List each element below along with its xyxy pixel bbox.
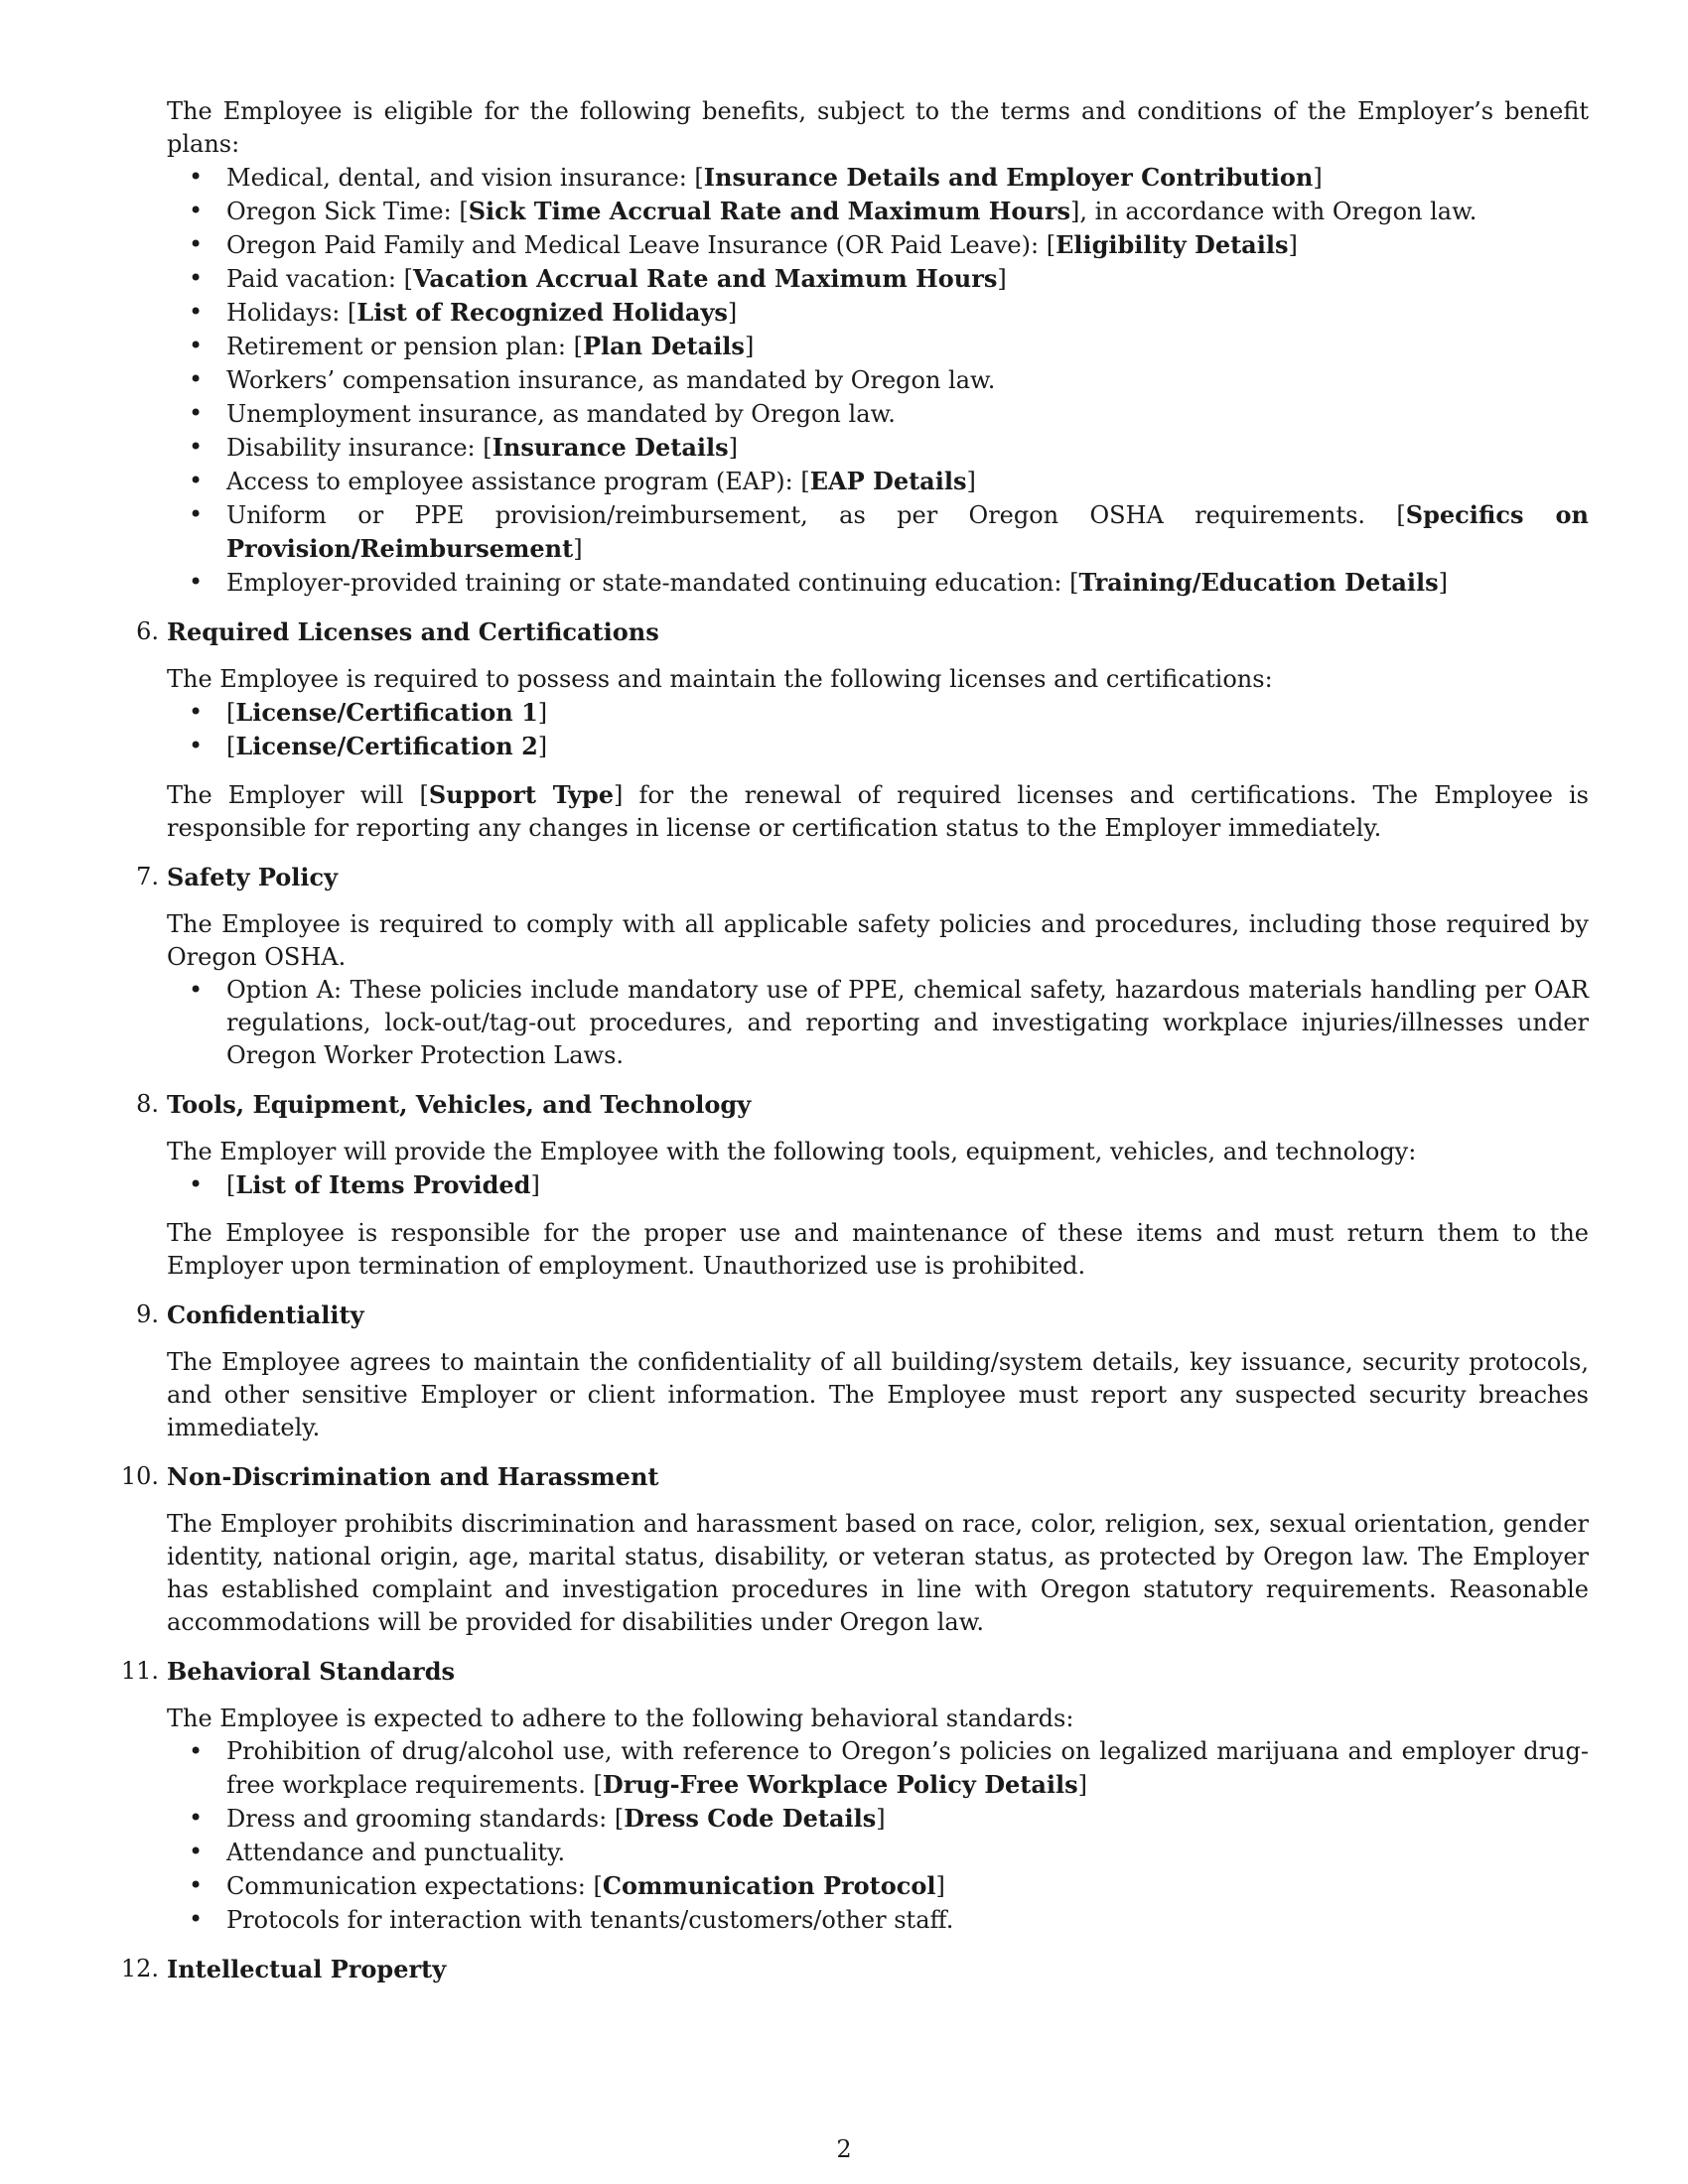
section-number: 10. xyxy=(120,1462,159,1490)
list-item: • Oregon Paid Family and Medical Leave Insurance (OR Paid Leave): [Eligibility Details] xyxy=(167,228,1589,262)
section-9 xyxy=(136,1298,1589,1444)
list-item: • Workers’ compensation insurance, as mandated by Oregon law. xyxy=(167,363,1589,397)
list-item: • Prohibition of drug/alcohol use, with reference to Oregon’s policies on legalized marijuana and employer drug-free workplace requirements. [Drug-Free Workplace Policy Details] xyxy=(167,1735,1589,1802)
list-item: • Option A: These policies include mandatory use of PPE, chemical safety, hazardous materials handling per OAR regulations, lock-out/tag-out procedures, and reporting and investigating workplace injuries/illnesses under Oregon Worker Protection Laws. xyxy=(167,974,1589,1072)
section-6 xyxy=(136,615,1590,845)
section-title: Tools, Equipment, Vehicles, and Technology xyxy=(167,1090,752,1119)
list-item: • Unemployment insurance, as mandated by Oregon law. xyxy=(167,397,1589,431)
section-number: 8. xyxy=(136,1090,159,1118)
document-page xyxy=(120,95,1590,1985)
section-title: Behavioral Standards xyxy=(167,1657,455,1686)
page-number: 2 xyxy=(836,2135,852,2163)
section-number: 11. xyxy=(120,1657,159,1685)
section-paragraph: The Employer prohibits discrimination and harassment based on race, color, religion, sex, sexual orientation, gender identity, national origin, age, marital status, disability, or veteran status, as protected by Oregon law. The Employer has established complaint and investigation procedures in line with Oregon statutory requirements. Reasonable accommodations will be provided for disabilities under Oregon law. xyxy=(167,1510,1589,1636)
list-item: • Dress and grooming standards: [Dress Code Details] xyxy=(167,1802,1589,1836)
section-12 xyxy=(120,1953,1589,1985)
section-title: Confidentiality xyxy=(167,1300,364,1329)
licenses-list xyxy=(167,696,1589,763)
section-paragraph: The Employer will [Support Type] for the renewal of required licenses and certifications. The Employee is responsible for reporting any changes in license or certification status to the Employer immediately. xyxy=(167,780,1590,842)
section-number: 12. xyxy=(120,1955,159,1982)
list-item: • Paid vacation: [Vacation Accrual Rate and Maximum Hours] xyxy=(167,262,1589,296)
list-item: • Employer-provided training or state-mandated continuing education: [Training/Education Details] xyxy=(167,566,1589,600)
section-number: 9. xyxy=(136,1300,159,1328)
section-paragraph: The Employee is responsible for the proper use and maintenance of these items and must return them to the Employer upon termination of employment. Unauthorized use is prohibited. xyxy=(167,1219,1589,1280)
list-item: • Access to employee assistance program (EAP): [EAP Details] xyxy=(167,465,1589,498)
list-item: • Uniform or PPE provision/reimbursement, as per Oregon OSHA requirements. [Specifics on Provision/Reimbursement] xyxy=(167,498,1589,566)
list-item: • [License/Certification 1] xyxy=(167,696,1589,730)
benefits-intro: The Employee is eligible for the following benefits, subject to the terms and conditions of the Employer’s benefit plans: xyxy=(167,97,1589,158)
section-7 xyxy=(136,861,1589,1072)
section-11 xyxy=(120,1655,1589,1937)
section-title: Non-Discrimination and Harassment xyxy=(167,1462,659,1491)
section-intro: The Employee is required to possess and maintain the following licenses and certifications: xyxy=(167,665,1273,693)
list-item: • Oregon Sick Time: [Sick Time Accrual Rate and Maximum Hours], in accordance with Oregon law. xyxy=(167,195,1589,228)
items-provided-list xyxy=(167,1168,1589,1202)
list-item: • Holidays: [List of Recognized Holidays] xyxy=(167,296,1589,330)
list-item: • Retirement or pension plan: [Plan Details] xyxy=(167,330,1589,363)
section-intro: The Employee is expected to adhere to the following behavioral standards: xyxy=(167,1705,1074,1732)
list-item: • Communication expectations: [Communication Protocol] xyxy=(167,1869,1589,1903)
section-title: Intellectual Property xyxy=(167,1955,447,1983)
section-number: 6. xyxy=(136,617,159,645)
section-10 xyxy=(120,1460,1589,1639)
list-item: • Protocols for interaction with tenants/customers/other staff. xyxy=(167,1903,1589,1937)
section-number: 7. xyxy=(136,863,159,890)
behavioral-standards-list xyxy=(167,1735,1589,1937)
section-title: Required Licenses and Certifications xyxy=(167,617,659,646)
list-item: • Disability insurance: [Insurance Details] xyxy=(167,431,1589,465)
list-item: • Medical, dental, and vision insurance: [Insurance Details and Employer Contribution] xyxy=(167,161,1589,195)
section-8 xyxy=(136,1088,1589,1283)
list-item: • Attendance and punctuality. xyxy=(167,1836,1589,1869)
benefits-list xyxy=(167,161,1589,600)
section-paragraph: The Employee agrees to maintain the confidentiality of all building/system details, key issuance, security protocols, and other sensitive Employer or client information. The Employee must report any suspected security breaches immediately. xyxy=(167,1348,1589,1441)
section-title: Safety Policy xyxy=(167,863,339,891)
section-intro: The Employee is required to comply with all applicable safety policies and procedures, including those required by Oregon OSHA. xyxy=(167,910,1589,971)
list-item: • [List of Items Provided] xyxy=(167,1168,1589,1202)
list-item: • [License/Certification 2] xyxy=(167,730,1589,763)
safety-options-list xyxy=(167,974,1589,1072)
section-intro: The Employer will provide the Employee with the following tools, equipment, vehicles, and technology: xyxy=(167,1138,1417,1165)
